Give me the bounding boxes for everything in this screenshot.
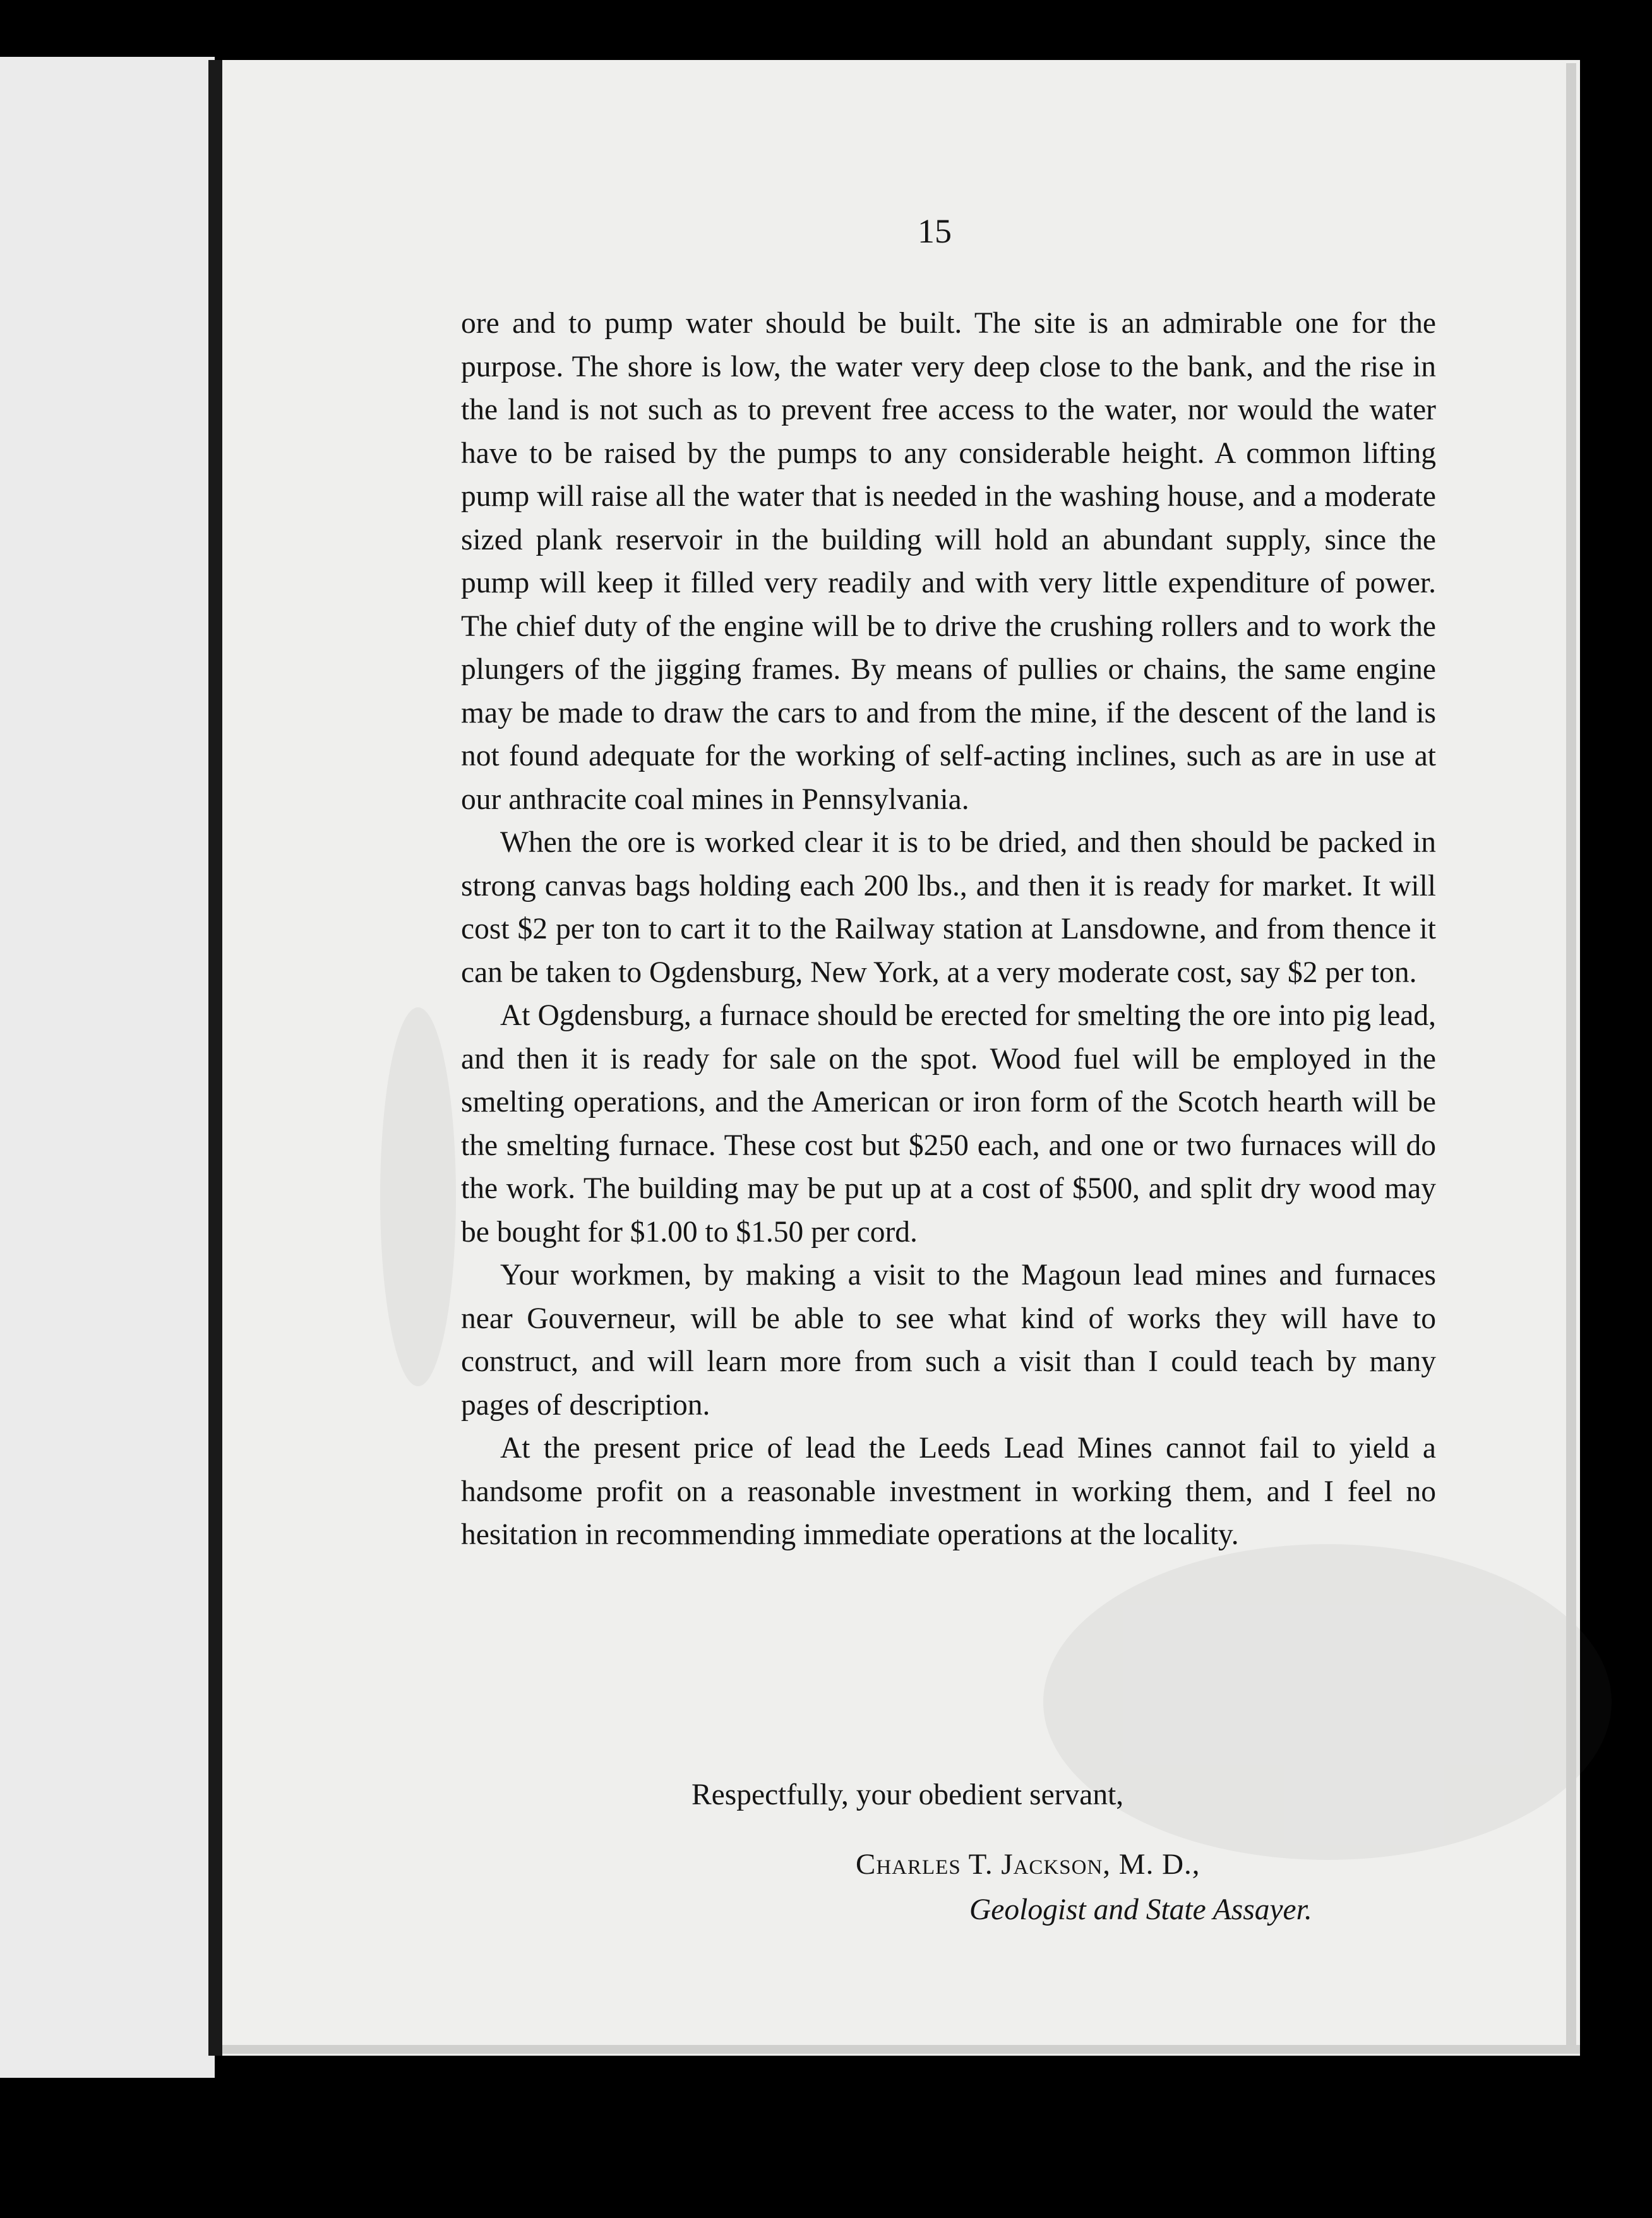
paragraph-ore-drying: When the ore is worked clear it is to be dried, and then should be packed in strong canvas bags holding each 200 lbs., and then it is ready for market. It will cost $2 per ton to cart it to the Railway station at Lansdowne, and from thence it can be taken to Ogdensburg, New York, at a very moderate cost, say $2 per ton. — [461, 826, 1436, 989]
page-number: 15 — [918, 212, 952, 250]
bleed-through-smudge — [1043, 1544, 1612, 1860]
paragraph-ogdensburg-furnace: At Ogdensburg, a furnace should be erected for smelting the ore into pig lead, and then it is ready for sale on the spot. Wood fuel will be employed in the smelting operations, and the American or iron form of the Scotch hearth will be the smelting furnace. These cost but $250 each, and one or two furnaces will do the work. The building may be put up at a cost of $500, and split dry wood may be bought for $1.00 to $1.50 per cord. — [461, 999, 1436, 1249]
page-bottom-edge — [222, 2045, 1580, 2054]
book-spine — [208, 60, 222, 2056]
signature-name: Charles T. Jackson, M. D., — [856, 1848, 1200, 1881]
margin-stain — [380, 1007, 456, 1386]
paragraph-workmen-visit: Your workmen, by making a visit to the Magoun lead mines and furnaces near Gouverneur, will be able to see what kind of works they will have to construct, and will learn more from such a visit than I could teach by many pages of description. — [461, 1259, 1436, 1422]
letter-closing: Respectfully, your obedient servant, — [691, 1778, 1124, 1811]
page-right-edge — [1566, 63, 1576, 2053]
signature-title: Geologist and State Assayer. — [969, 1893, 1312, 1926]
paragraph-continuation: ore and to pump water should be built. The site is an admirable one for the purpose. The shore is low, the water very deep close to the bank, and the rise in the land is not such as to prevent free access to the water, nor would the water have to be raised by the pumps to any considerable height. A common lifting pump will raise all the water that is needed in the washing house, and a moderate sized plank reservoir in the building will hold an abundant supply, since the pump will keep it filled very readily and with very little expenditure of power. The chief duty of the engine will be to drive the crushing rollers and to work the plungers of the jigging frames. By means of pullies or chains, the same engine may be made to draw the cars to and from the mine, if the descent of the land is not found adequate for the working of self-acting inclines, such as are in use at our anthracite coal mines in Pennsylvania. — [461, 307, 1436, 816]
left-page-margin — [0, 57, 215, 2078]
paragraph-conclusion: At the present price of lead the Leeds Lead Mines cannot fail to yield a handsome profit on a reasonable investment in working them, and I feel no hesitation in recommending immediate operations at the locality. — [461, 1432, 1436, 1551]
body-text — [461, 302, 1436, 1557]
